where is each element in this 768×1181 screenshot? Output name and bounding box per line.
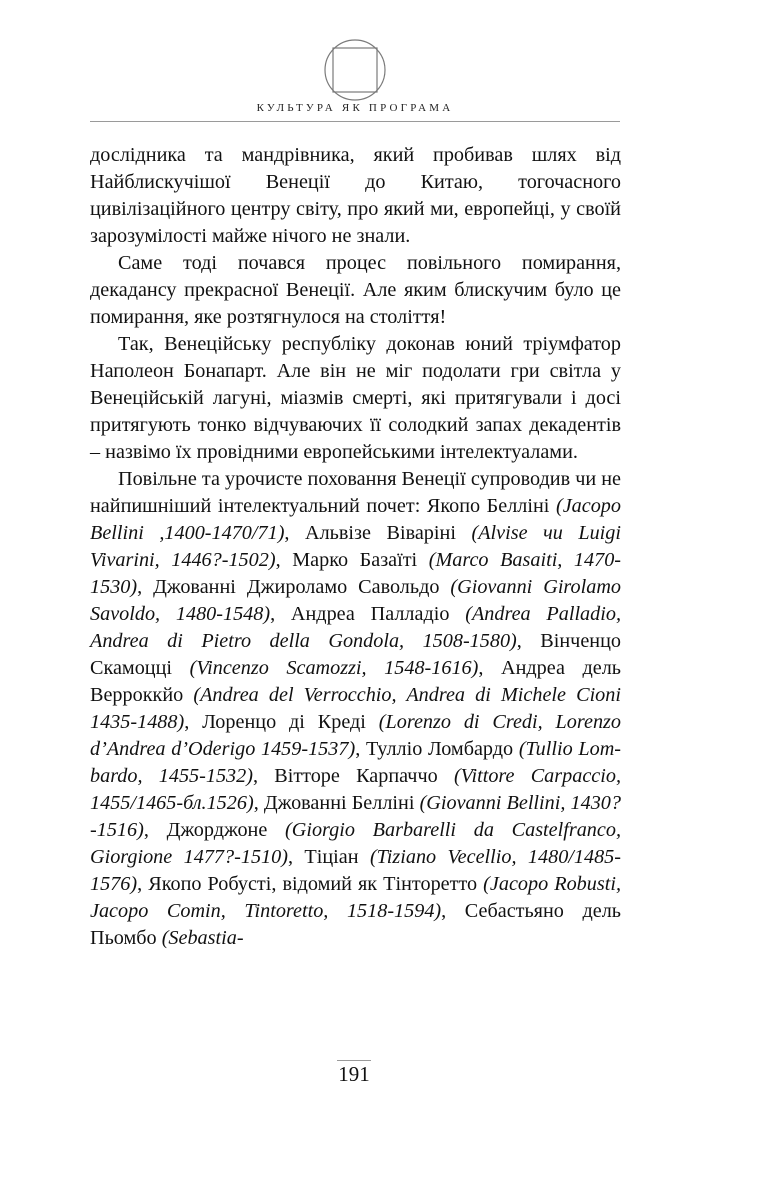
italic-reference: (Vincenzo Scamozzi, 1548-1616) <box>189 657 479 679</box>
text-run: , Марко Базаїті <box>275 549 429 571</box>
paragraph <box>90 466 621 952</box>
text-run: , Якопо Робусті, відомий як Тінторетто <box>137 873 484 895</box>
italic-reference: (Jacopo Robusti, Jacopo Comin, Tintoretto, 1518-1594) <box>90 873 621 922</box>
text-run: , Тіціан <box>287 846 370 868</box>
text-run: , Тулліо Ломбардо <box>355 738 519 760</box>
text-run: , Лоренцо ді Креді <box>184 711 379 733</box>
page-number: 191 <box>338 1062 370 1086</box>
italic-reference: (Lorenzo di Credi, Lorenzo d’Andrea d’Oderigo 1459-1537) <box>90 711 621 760</box>
circle-square-logo-icon <box>323 38 387 102</box>
italic-reference: (Sebastia- <box>161 927 244 949</box>
text-run: Саме тоді почався процес повільного помирання, декадансу прекрасної Венеції. Але яким блискучим було це помирання, яке розтягнулося на століття! <box>90 252 621 328</box>
running-head: КУЛЬТУРА ЯК ПРОГРАМА <box>256 102 454 114</box>
text-run: , Себастьяно дель Пьомбо <box>90 900 621 949</box>
paragraph <box>90 142 621 250</box>
italic-reference: (Andrea del Verrocchio, Andrea di Michele Cioni 1435-1488) <box>90 684 621 733</box>
folio-rule <box>337 1060 371 1061</box>
italic-reference: (Giovanni Bellini, 1430?-1516) <box>90 792 621 841</box>
italic-reference: (Alvise чи Luigi Vivarini, 1446?-1502) <box>90 522 621 571</box>
text-run: , Вітторе Карпаччо <box>252 765 454 787</box>
text-run: , Вінченцо Скамоцці <box>90 630 621 679</box>
body-text <box>90 142 621 952</box>
italic-reference: (Andrea Palladio, Andrea di Pietro della Gondola, 1508-1580) <box>90 603 621 652</box>
italic-reference: (Tiziano Vecellio, 1480/1485-1576) <box>90 846 621 895</box>
text-run: , Джованні Джироламо Савольдо <box>137 576 451 598</box>
italic-reference: (Giovanni Girolamo Savoldo, 1480-1548) <box>90 576 622 625</box>
italic-reference: (Jacopo Bellini ,1400-1470/71) <box>90 495 621 544</box>
text-run: дослідника та мандрівника, який пробивав шлях від Найблискучішої Венеції до Китаю, тогочасного цивілізаційного центру світу, про який ми, европейці, у своїй зарозумілості майже нічого не знали. <box>90 144 621 247</box>
italic-reference: (Giorgio Barbarelli da Castelfranco, Giorgione 1477?-1510) <box>90 819 621 868</box>
italic-reference: (Marco Basaiti, 1470-1530) <box>90 549 622 598</box>
text-run: Так, Венеційську республіку доконав юний тріумфатор Наполеон Бонапарт. Але він не міг подолати гри світла у Венеційській лагуні, міазмів смерті, які притягували і досі притягують тонко відчуваючих її солодкий запах декадентів – назвімо їх провідними европейськими інтелектуалами. <box>90 333 621 463</box>
italic-reference: (Tullio Lombardo, 1455-1532) <box>90 738 622 787</box>
text-run: Повільне та урочисте поховання Венеції супроводив чи не найпишніший інтелектуальний почет: Якопо Белліні <box>90 468 621 517</box>
text-run: , Андреа дель Верроккйо <box>90 657 621 706</box>
text-run: , Джованні Белліні <box>253 792 420 814</box>
paragraph <box>90 331 621 466</box>
text-run: , Андреа Палладіо <box>270 603 466 625</box>
italic-reference: (Vittore Carpaccio, 1455/1465-бл.1526) <box>90 765 621 814</box>
paragraph <box>90 250 621 331</box>
text-run: , Джорджоне <box>143 819 286 841</box>
text-run: , Альвізе Віваріні <box>284 522 472 544</box>
header-rule <box>90 121 620 122</box>
